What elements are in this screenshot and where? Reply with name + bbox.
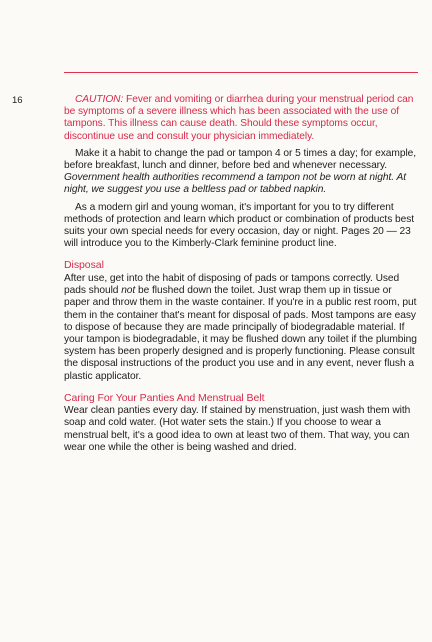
habit-paragraph (64, 148, 417, 197)
caution-text: Fever and vomiting or diarrhea during your menstrual period can be symptoms of a severe illness which has been associated with the use of tampons. This illness can cause death. Should these symptoms occur, discontinue use and consult your physician immediately. (64, 94, 414, 142)
panties-paragraph: Wear clean panties every day. If stained by menstruation, just wash them with soap and cold water. (Hot water sets the stain.) If you choose to wear a menstrual belt, it's a good idea to own at least two of them. That way, you can wear one while the other is being washed and dried. (64, 405, 411, 453)
page-content (64, 94, 417, 459)
caution-label: CAUTION: (75, 94, 124, 105)
disposal-italic-not: not (121, 285, 136, 297)
disposal-paragraph (64, 273, 417, 383)
modern-girl-paragraph: As a modern girl and young woman, it's important for you to try different methods of protection and learn which product or combination of products best suits your own special needs for every occasion, day or night. Pages 20 — 23 will introduce you to the Kimberly-Clark feminine product line. (64, 201, 415, 250)
habit-text: Make it a habit to change the pad or tampon 4 or 5 times a day; for example, before breakfast, lunch and dinner, before bed and whenever necessary. (64, 147, 417, 172)
disposal-text-after: be flushed down the toilet. Just wrap them up in tissue or paper and throw them in the waste container. If you're in a public rest room, put them in the container that's meant for disposal of pads. Most tampons are easy to dispose of because they are made principally of biodegradable material. If your tampon is biodegradable, it may be flushed down any toilet if the plumbing system has been properly designed and is properly functioning. Please consult the disposal instructions of the product you use and in any event, never flush a plastic applicator. (64, 285, 417, 382)
habit-italic-text: Government health authorities recommend a tampon not be worn at night. At night, we suggest you use a beltless pad or tabbed napkin. (64, 172, 406, 196)
disposal-heading: Disposal (64, 259, 104, 272)
disposal-text-before: After use, get into the habit of disposing of pads or tampons correctly. Used pads should (64, 272, 400, 297)
panties-heading: Caring For Your Panties And Menstrual Belt (64, 391, 265, 404)
page-number: 16 (12, 95, 23, 106)
caution-paragraph (64, 94, 417, 143)
header-rule (64, 72, 418, 73)
